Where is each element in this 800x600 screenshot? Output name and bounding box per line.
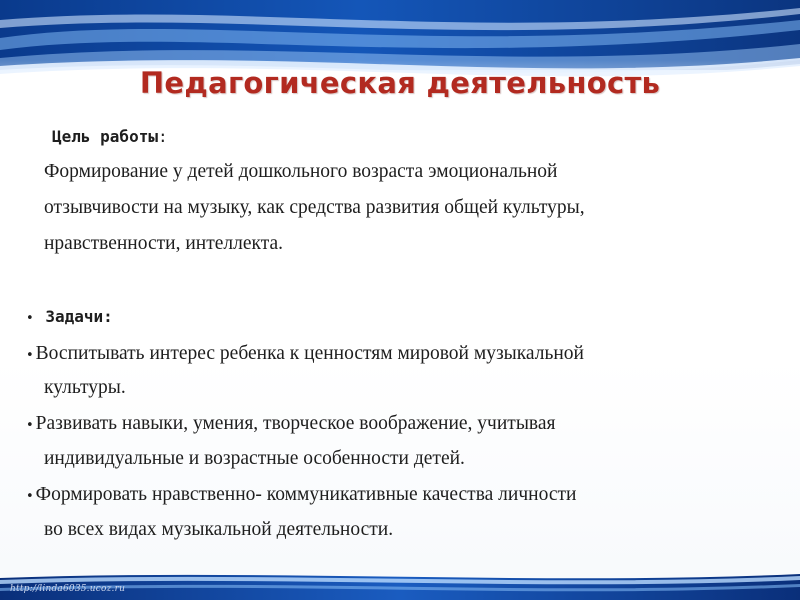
task-2-line-1 [26,409,556,441]
footer-url[interactable]: http://linda6035.ucoz.ru [10,584,126,594]
task-1-line-1 [26,339,584,371]
task-3-text-1: Формировать нравственно- коммуникативные качества личности [35,484,577,505]
goal-line-2: отзывчивости на музыку, как средства развития общей культуры, [44,197,585,218]
header-banner [0,0,800,118]
task-2-text-1: Развивать навыки, умения, творческое воображение, учитывая [35,413,556,434]
task-bullet: • [26,418,34,433]
goal-line-3: нравственности, интеллекта. [44,233,283,254]
task-1-line-2: культуры. [44,377,126,398]
task-2-line-2: индивидуальные и возрастные особенности детей. [44,448,465,469]
goal-label-colon: : [157,127,168,146]
goal-label [52,123,168,151]
task-bullet: • [26,348,34,363]
tasks-label [26,303,113,333]
tasks-label-text: Задачи: [45,307,113,326]
goal-line-1: Формирование у детей дошкольного возраста эмоциональной [44,161,558,182]
task-bullet: • [26,489,34,504]
task-3-line-1 [26,480,576,512]
goal-label-text: Цель работы [52,127,158,146]
task-1-text-1: Воспитывать интерес ребенка к ценностям мировой музыкальной [35,343,584,364]
task-3-line-2: во всех видах музыкальной деятельности. [44,519,394,540]
slide-title: Педагогическая деятельность [139,66,661,100]
tasks-bullet: • [26,311,34,326]
